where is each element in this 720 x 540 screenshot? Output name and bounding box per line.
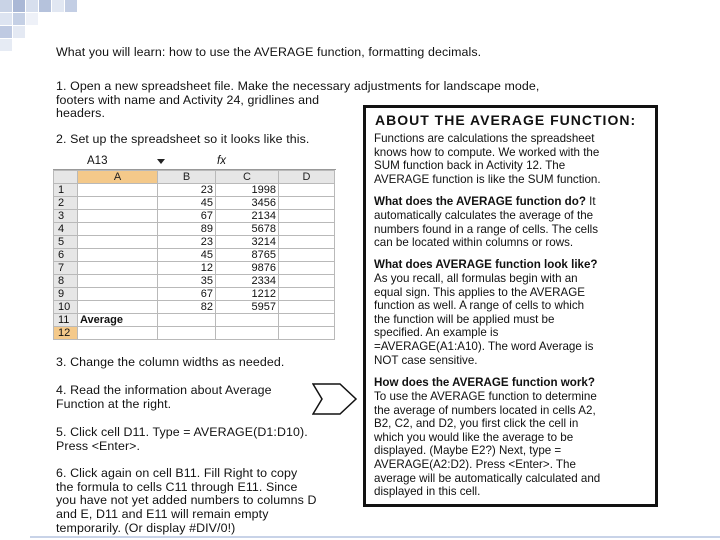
row-header[interactable]: 8 xyxy=(54,275,78,288)
cell-b[interactable]: 23 xyxy=(158,236,216,249)
row-header[interactable]: 6 xyxy=(54,249,78,262)
cell-d[interactable] xyxy=(279,275,335,288)
cell-d[interactable] xyxy=(279,236,335,249)
cell-c[interactable] xyxy=(216,327,279,340)
cell-b[interactable]: 12 xyxy=(158,262,216,275)
arrow-right-icon xyxy=(312,383,358,415)
table-row xyxy=(54,327,335,340)
cell-a[interactable] xyxy=(78,184,158,197)
row-header[interactable]: 11 xyxy=(54,314,78,327)
cell-d[interactable] xyxy=(279,301,335,314)
cell-c[interactable] xyxy=(216,314,279,327)
about-question-2: What does the AVERAGE function do? xyxy=(374,195,586,208)
cell-b[interactable]: 82 xyxy=(158,301,216,314)
cell-b[interactable]: 67 xyxy=(158,210,216,223)
cell-a[interactable] xyxy=(78,275,158,288)
step-4: 4. Read the information about Average Function at the right. xyxy=(56,383,272,411)
cell-a[interactable] xyxy=(78,223,158,236)
column-header-b: B xyxy=(158,171,216,184)
table-row xyxy=(54,184,335,197)
about-paragraph-1: Functions are calculations the spreadsheet knows how to compute. We worked with the SUM function back in Activity 12. The AVERAGE function is like the SUM function. xyxy=(374,132,601,186)
cell-c[interactable]: 3456 xyxy=(216,197,279,210)
row-header[interactable]: 2 xyxy=(54,197,78,210)
intro-text: What you will learn: how to use the AVERAGE function, formatting decimals. xyxy=(56,45,482,59)
cell-a[interactable]: Average xyxy=(78,314,158,327)
table-row xyxy=(54,288,335,301)
cell-a[interactable] xyxy=(78,249,158,262)
cell-b[interactable]: 45 xyxy=(158,249,216,262)
cell-a[interactable] xyxy=(78,262,158,275)
step-6: 6. Click again on cell B11. Fill Right to copy the formula to cells C11 through E11. Since you have not yet added numbers to columns D and E, D11 and E11 will remain empty temporarily. (Or display #DIV/0!) xyxy=(56,466,317,535)
about-question-3: What does AVERAGE function look like? xyxy=(374,258,598,271)
step-2: 2. Set up the spreadsheet so it looks like this. xyxy=(56,132,310,146)
cell-d[interactable] xyxy=(279,210,335,223)
about-title: ABOUT THE AVERAGE FUNCTION: xyxy=(375,112,637,128)
row-header[interactable]: 9 xyxy=(54,288,78,301)
about-paragraph-2: automatically calculates the average of the numbers found in a range of cells. The cells can be located within columns or rows. xyxy=(374,209,599,250)
row-header[interactable]: 7 xyxy=(54,262,78,275)
row-header[interactable]: 4 xyxy=(54,223,78,236)
about-question-2-line xyxy=(374,195,596,209)
table-row xyxy=(54,314,335,327)
bottom-divider xyxy=(30,536,720,538)
cell-a[interactable] xyxy=(78,197,158,210)
cell-b[interactable]: 45 xyxy=(158,197,216,210)
cell-b[interactable] xyxy=(158,327,216,340)
table-row xyxy=(54,249,335,262)
cell-b[interactable]: 67 xyxy=(158,288,216,301)
cell-b[interactable]: 23 xyxy=(158,184,216,197)
table-row xyxy=(54,223,335,236)
fx-icon: fx xyxy=(217,155,226,167)
table-row xyxy=(54,275,335,288)
row-header[interactable]: 1 xyxy=(54,184,78,197)
cell-b[interactable] xyxy=(158,314,216,327)
table-row xyxy=(54,210,335,223)
table-row xyxy=(54,197,335,210)
cell-c[interactable]: 1212 xyxy=(216,288,279,301)
column-header-d: D xyxy=(279,171,335,184)
spreadsheet-grid xyxy=(53,170,335,340)
cell-a[interactable] xyxy=(78,210,158,223)
cell-d[interactable] xyxy=(279,288,335,301)
cell-c[interactable]: 2134 xyxy=(216,210,279,223)
spreadsheet-screenshot xyxy=(53,155,336,339)
corner-decoration xyxy=(0,0,110,50)
cell-a[interactable] xyxy=(78,327,158,340)
about-paragraph-4: To use the AVERAGE function to determine the average of numbers located in cells A2, B2, C2, and D2, you first click the cell in which you would like the average to be displayed. (Maybe E2?) Next, type = AVERAGE(A2:D2). Press <Enter>. The average will be automatically calculated and displayed in this cell. xyxy=(374,390,601,499)
table-row xyxy=(54,262,335,275)
corner-cell xyxy=(54,171,78,184)
column-header-row xyxy=(54,171,335,184)
cell-b[interactable]: 35 xyxy=(158,275,216,288)
cell-d[interactable] xyxy=(279,327,335,340)
cell-d[interactable] xyxy=(279,262,335,275)
name-box: A13 xyxy=(87,155,108,167)
column-header-a: A xyxy=(78,171,158,184)
cell-d[interactable] xyxy=(279,249,335,262)
about-paragraph-3: As you recall, all formulas begin with an equal sign. This applies to the AVERAGE function as well. A range of cells to which the function will be applied must be specified. An example is =AVERAGE(A1:A10). The word Average is NOT case sensitive. xyxy=(374,272,594,367)
formula-bar xyxy=(53,155,336,170)
cell-d[interactable] xyxy=(279,314,335,327)
about-question-4: How does the AVERAGE function work? xyxy=(374,376,595,389)
cell-c[interactable]: 5957 xyxy=(216,301,279,314)
about-question-2-tail: It xyxy=(585,195,596,208)
cell-c[interactable]: 8765 xyxy=(216,249,279,262)
row-header[interactable]: 12 xyxy=(54,327,78,340)
row-header[interactable]: 5 xyxy=(54,236,78,249)
step-5: 5. Click cell D11. Type = AVERAGE(D1:D10). Press <Enter>. xyxy=(56,425,308,453)
cell-a[interactable] xyxy=(78,288,158,301)
about-average-box xyxy=(363,105,658,507)
cell-c[interactable]: 5678 xyxy=(216,223,279,236)
cell-a[interactable] xyxy=(78,301,158,314)
chevron-down-icon xyxy=(157,159,165,164)
cell-a[interactable] xyxy=(78,236,158,249)
step-3: 3. Change the column widths as needed. xyxy=(56,355,285,369)
cell-c[interactable]: 2334 xyxy=(216,275,279,288)
cell-d[interactable] xyxy=(279,197,335,210)
row-header[interactable]: 10 xyxy=(54,301,78,314)
cell-d[interactable] xyxy=(279,223,335,236)
cell-d[interactable] xyxy=(279,184,335,197)
cell-c[interactable]: 1998 xyxy=(216,184,279,197)
column-header-c: C xyxy=(216,171,279,184)
cell-c[interactable]: 9876 xyxy=(216,262,279,275)
row-header[interactable]: 3 xyxy=(54,210,78,223)
cell-b[interactable]: 89 xyxy=(158,223,216,236)
table-row xyxy=(54,301,335,314)
step-1: 1. Open a new spreadsheet file. Make the necessary adjustments for landscape mode, footers with name and Activity 24, gridlines and headers. xyxy=(56,79,540,121)
cell-c[interactable]: 3214 xyxy=(216,236,279,249)
table-row xyxy=(54,236,335,249)
